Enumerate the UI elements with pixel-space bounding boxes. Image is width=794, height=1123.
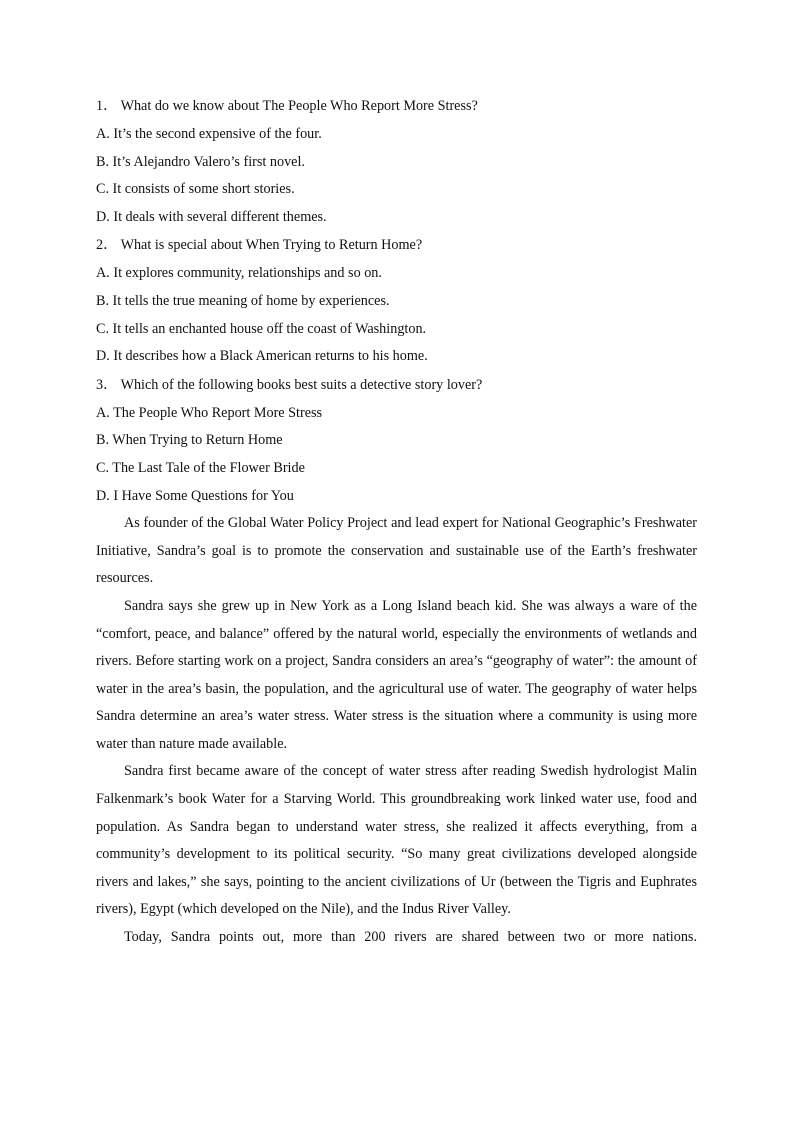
reading-passage — [96, 510, 697, 952]
passage-paragraph: Sandra says she grew up in New York as a Long Island beach kid. She was always a ware of the “comfort, peace, and balance” offered by the natural world, especially the environments of wetlands and rivers. Before starting work on a project, Sandra considers an area’s “geography of water”: the amount of water in the area’s basin, the population, and the agricultural use of water. The geography of water helps Sandra determine an area’s water stress. Water stress is the situation where a community is using more water than nature made available. — [96, 597, 697, 752]
answer-option: A. The People Who Report More Stress — [96, 404, 323, 421]
answer-option: D. It describes how a Black American returns to his home. — [96, 348, 428, 365]
answer-option: D. It deals with several different themes. — [96, 208, 327, 225]
answer-option: C. The Last Tale of the Flower Bride — [96, 459, 305, 476]
answer-option: C. It consists of some short stories. — [96, 181, 295, 198]
question-stem: 3． Which of the following books best suits a detective story lover? — [96, 376, 483, 393]
passage-paragraph: As founder of the Global Water Policy Project and lead expert for National Geographic’s Freshwater Initiative, Sandra’s goal is to promote the conservation and sustainable use of the Earth’s freshwater resources. — [96, 515, 697, 587]
answer-option: B. When Trying to Return Home — [96, 432, 283, 449]
question-3 — [96, 371, 697, 510]
question-2 — [96, 231, 697, 370]
answer-option: A. It’s the second expensive of the four. — [96, 126, 322, 142]
question-stem: 1． What do we know about The People Who Report More Stress? — [96, 98, 478, 114]
answer-option: B. It’s Alejandro Valero’s first novel. — [96, 153, 305, 170]
question-stem: 2． What is special about When Trying to Return Home? — [96, 237, 423, 254]
answer-option: B. It tells the true meaning of home by experiences. — [96, 292, 390, 309]
passage-paragraph: Today, Sandra points out, more than 200 rivers are shared between two or more nations. — [124, 929, 697, 946]
answer-option: D. I Have Some Questions for You — [96, 487, 294, 504]
answer-option: A. It explores community, relationships and so on. — [96, 265, 382, 282]
passage-paragraph: Sandra first became aware of the concept of water stress after reading Swedish hydrologist Malin Falkenmark’s book Water for a Starving World. This groundbreaking work linked water use, food and population. As Sandra began to understand water stress, she realized it affects everything, from a community’s development to its political security. “So many great civilizations developed alongside rivers and lakes,” she says, pointing to the ancient civilizations of Ur (between the Tigris and Euphrates rivers), Egypt (which developed on the Nile), and the Indus River Valley. — [96, 763, 697, 918]
answer-option: C. It tells an enchanted house off the coast of Washington. — [96, 320, 427, 337]
document-page — [96, 92, 697, 952]
question-1 — [96, 92, 697, 231]
